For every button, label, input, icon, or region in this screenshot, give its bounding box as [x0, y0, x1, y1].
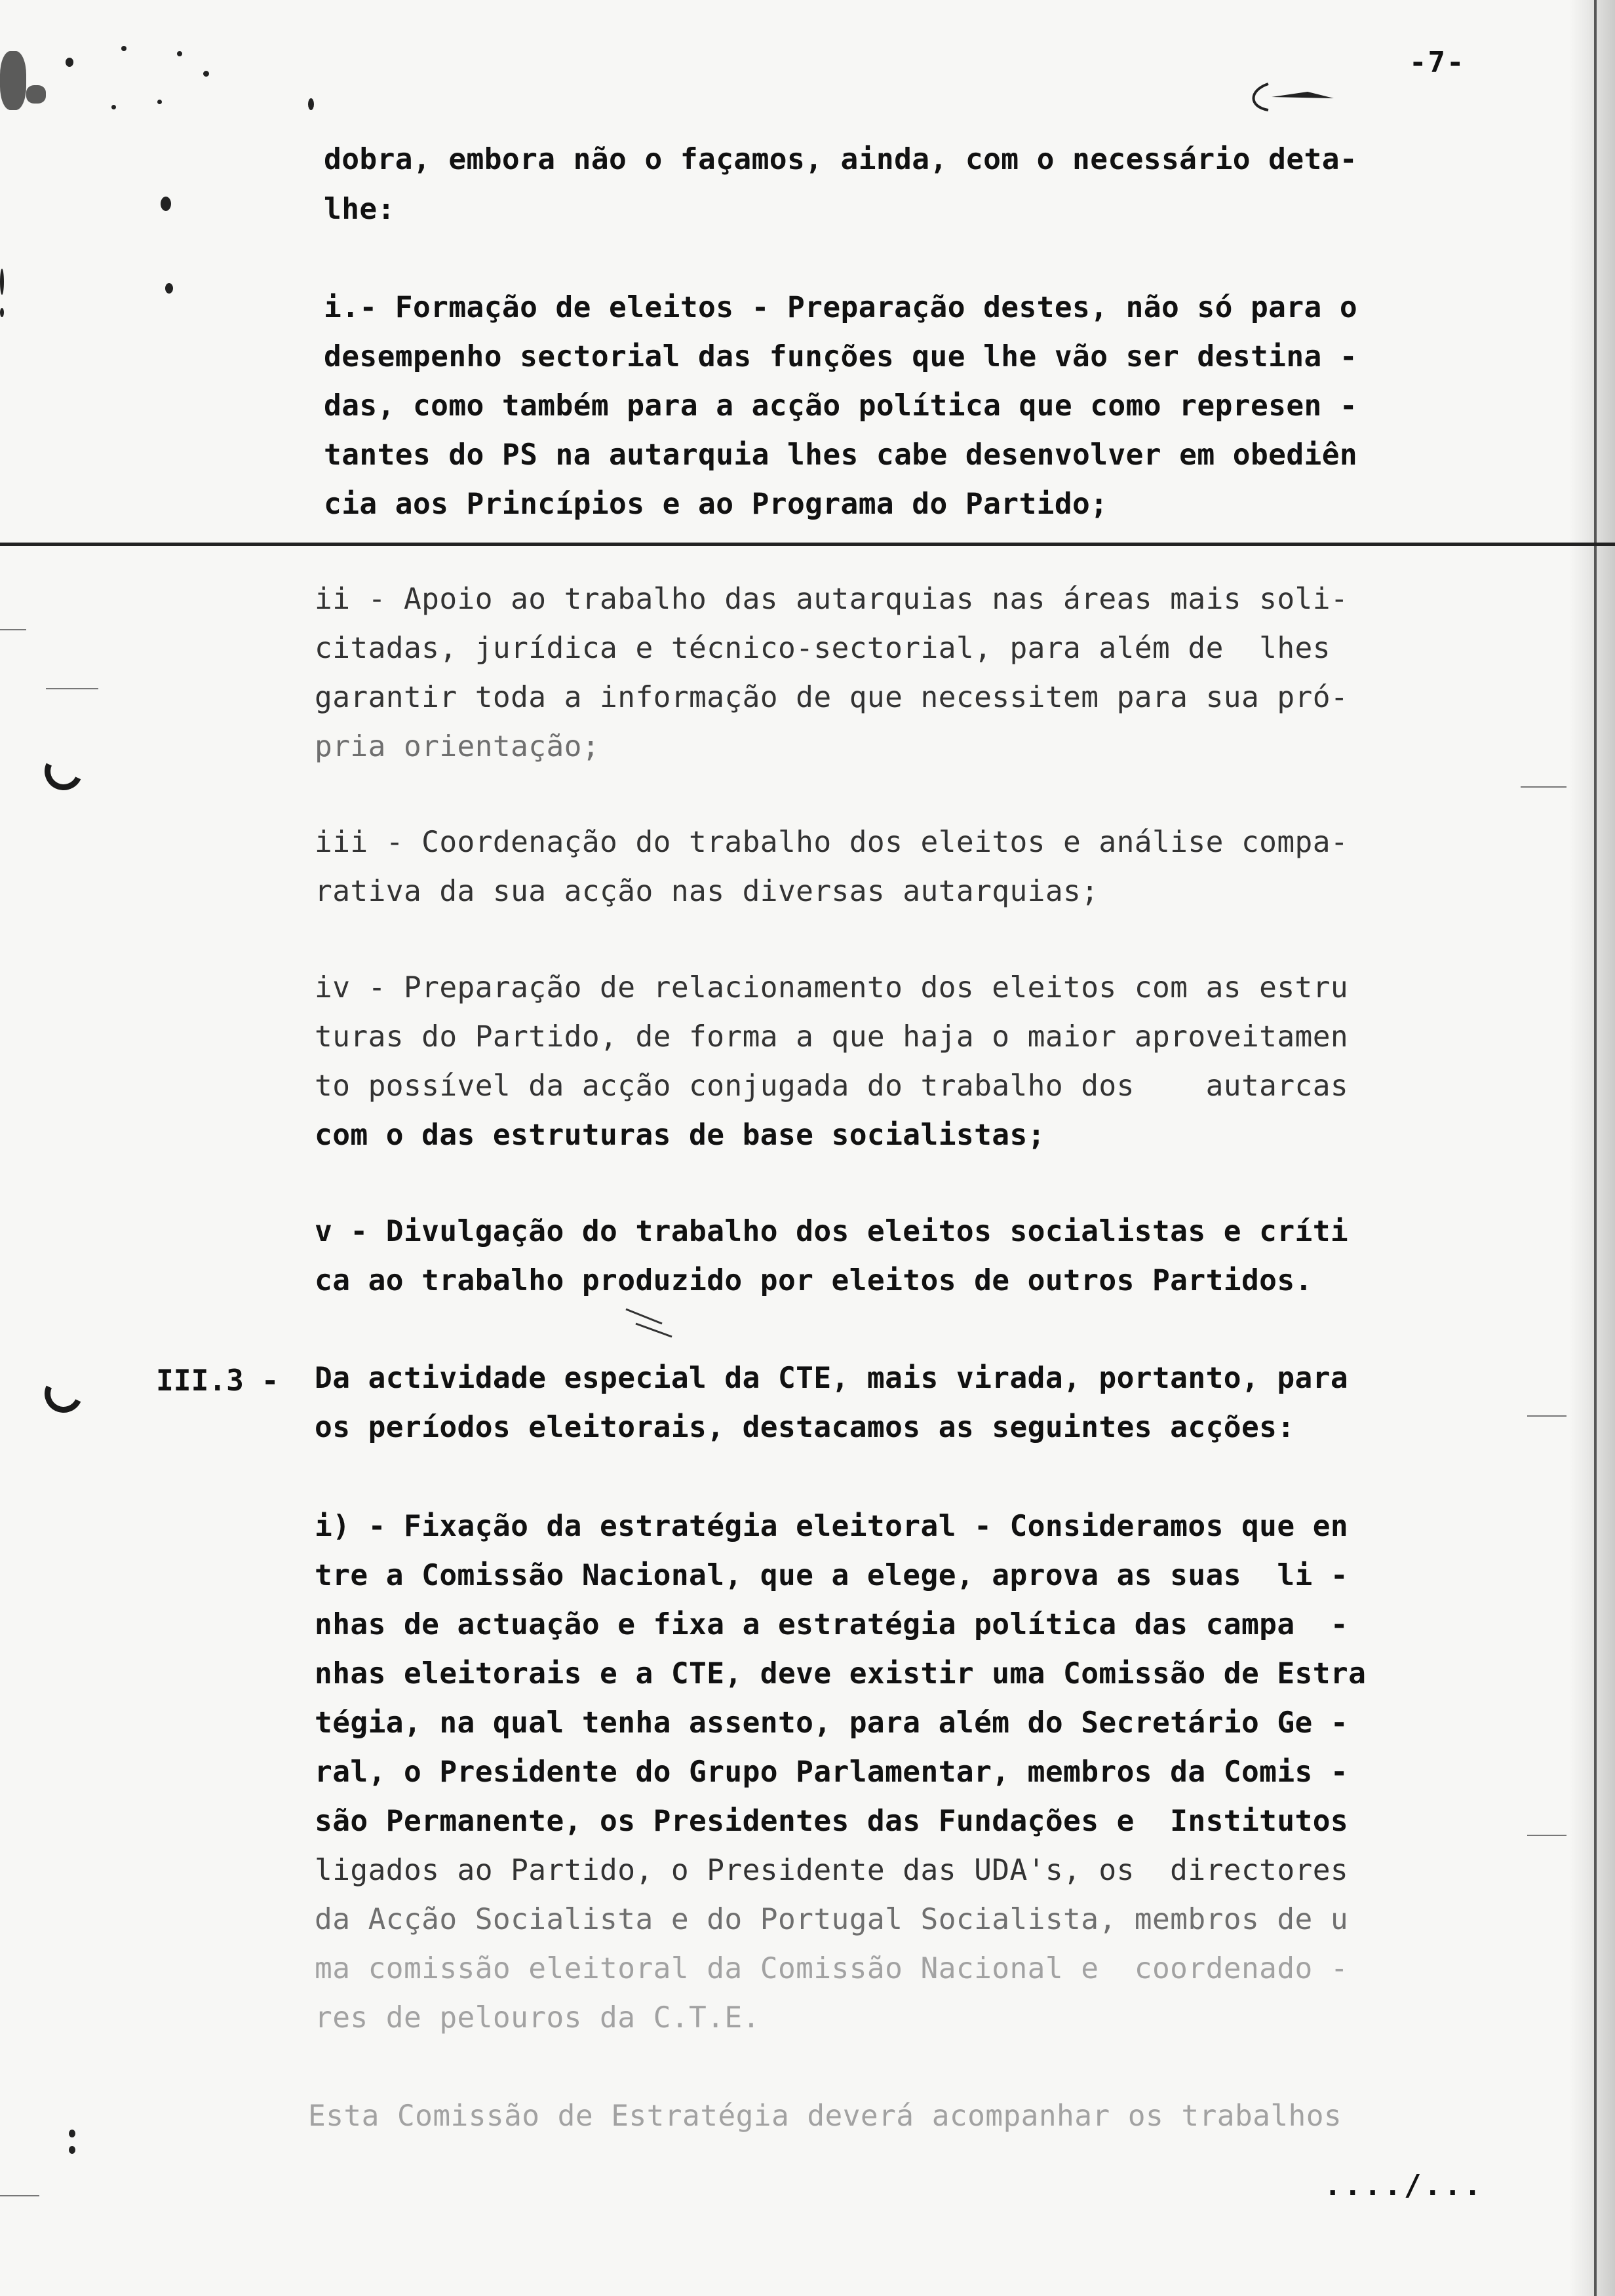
scan-dash: [1527, 1415, 1566, 1417]
sub-i-line: são Permanente, os Presidentes das Fundações e Institutos: [315, 1805, 1349, 1838]
item-i-line: cia aos Princípios e ao Programa do Partido;: [324, 488, 1108, 521]
section-label: III.3 -: [156, 1364, 279, 1398]
scan-smudge: [26, 85, 46, 104]
item-iv-line: com o das estruturas de base socialistas;: [315, 1119, 1045, 1152]
closing-line: Esta Comissão de Estratégia deverá acompanhar os trabalhos: [308, 2099, 1342, 2133]
punch-hole-mark: [39, 1369, 88, 1418]
item-iv-line: iv - Preparação de relacionamento dos eleitos com as estru: [315, 971, 1349, 1004]
scan-dot: [165, 283, 173, 294]
pen-arrow-mark: [1242, 77, 1340, 117]
pen-stroke-mark: [623, 1304, 701, 1343]
scan-dot: [121, 46, 126, 51]
scan-dash: [0, 629, 26, 630]
intro-line: lhe:: [324, 193, 395, 226]
scan-dot: [0, 308, 4, 317]
item-v-line: v - Divulgação do trabalho dos eleitos socialistas e críti: [315, 1215, 1349, 1248]
item-i-line: i.- Formação de eleitos - Preparação destes, não só para o: [324, 291, 1358, 324]
item-i-line: desempenho sectorial das funções que lhe vão ser destina -: [324, 340, 1358, 373]
sub-i-line: tre a Comissão Nacional, que a elege, aprova as suas li -: [315, 1559, 1349, 1592]
page-fold-line: [0, 543, 1615, 546]
intro-line: dobra, embora não o façamos, ainda, com o necessário deta-: [324, 143, 1358, 176]
scan-dot: [66, 58, 73, 67]
sub-i-line: da Acção Socialista e do Portugal Socialista, membros de u: [315, 1903, 1349, 1936]
item-ii-line: ii - Apoio ao trabalho das autarquias nas áreas mais soli-: [315, 583, 1349, 616]
scan-edge-shadow: [1569, 0, 1615, 2296]
sub-i-line: nhas de actuação e fixa a estratégia política das campa -: [315, 1608, 1349, 1641]
continuation-mark: ..../...: [1324, 2169, 1484, 2202]
scan-dot: [177, 51, 182, 56]
scan-dot: [111, 105, 116, 109]
scan-dot: [0, 269, 4, 295]
scan-dash: [0, 2195, 39, 2196]
sub-i-line: tégia, na qual tenha assento, para além do Secretário Ge -: [315, 1706, 1349, 1740]
sub-i-line: nhas eleitorais e a CTE, deve existir uma Comissão de Estra: [315, 1657, 1367, 1691]
item-i-line: das, como também para a acção política que como represen -: [324, 389, 1358, 423]
punch-hole-mark: [39, 747, 88, 795]
sub-i-line: res de pelouros da C.T.E.: [315, 2001, 760, 2035]
scan-dash: [1521, 786, 1566, 788]
item-ii-line: citadas, jurídica e técnico-sectorial, para além de lhes: [315, 632, 1331, 665]
scan-smudge: [0, 51, 26, 110]
item-i-line: tantes do PS na autarquia lhes cabe desenvolver em obediên: [324, 438, 1358, 472]
sub-i-line: ma comissão eleitoral da Comissão Nacional e coordenado -: [315, 1952, 1349, 1985]
item-iii-line: iii - Coordenação do trabalho dos eleitos e análise compa-: [315, 826, 1349, 859]
scan-dash: [1527, 1835, 1566, 1836]
scan-dot: [69, 2130, 75, 2137]
item-iv-line: turas do Partido, de forma a que haja o maior aproveitamen: [315, 1020, 1349, 1054]
item-iii-line: rativa da sua acção nas diversas autarquias;: [315, 875, 1099, 908]
item-iv-line: to possível da acção conjugada do trabalho dos autarcas: [315, 1069, 1349, 1103]
scan-dot: [308, 98, 314, 110]
scan-edge-line: [1594, 0, 1597, 2296]
section-line: Da actividade especial da CTE, mais virada, portanto, para: [315, 1362, 1349, 1395]
scan-dot: [161, 197, 171, 211]
item-ii-line: garantir toda a informação de que necessitem para sua pró-: [315, 681, 1349, 714]
scan-dot: [203, 71, 209, 77]
item-v-line: ca ao trabalho produzido por eleitos de outros Partidos.: [315, 1264, 1313, 1297]
sub-i-line: i) - Fixação da estratégia eleitoral - Consideramos que en: [315, 1510, 1349, 1543]
scan-dash: [46, 688, 98, 689]
scan-dot: [69, 2146, 75, 2154]
item-ii-line: pria orientação;: [315, 730, 600, 763]
sub-i-line: ligados ao Partido, o Presidente das UDA's, os directores: [315, 1854, 1349, 1887]
page-number: -7-: [1409, 46, 1466, 79]
scan-dot: [157, 100, 162, 104]
section-line: os períodos eleitorais, destacamos as seguintes acções:: [315, 1411, 1295, 1444]
sub-i-line: ral, o Presidente do Grupo Parlamentar, membros da Comis -: [315, 1755, 1349, 1789]
